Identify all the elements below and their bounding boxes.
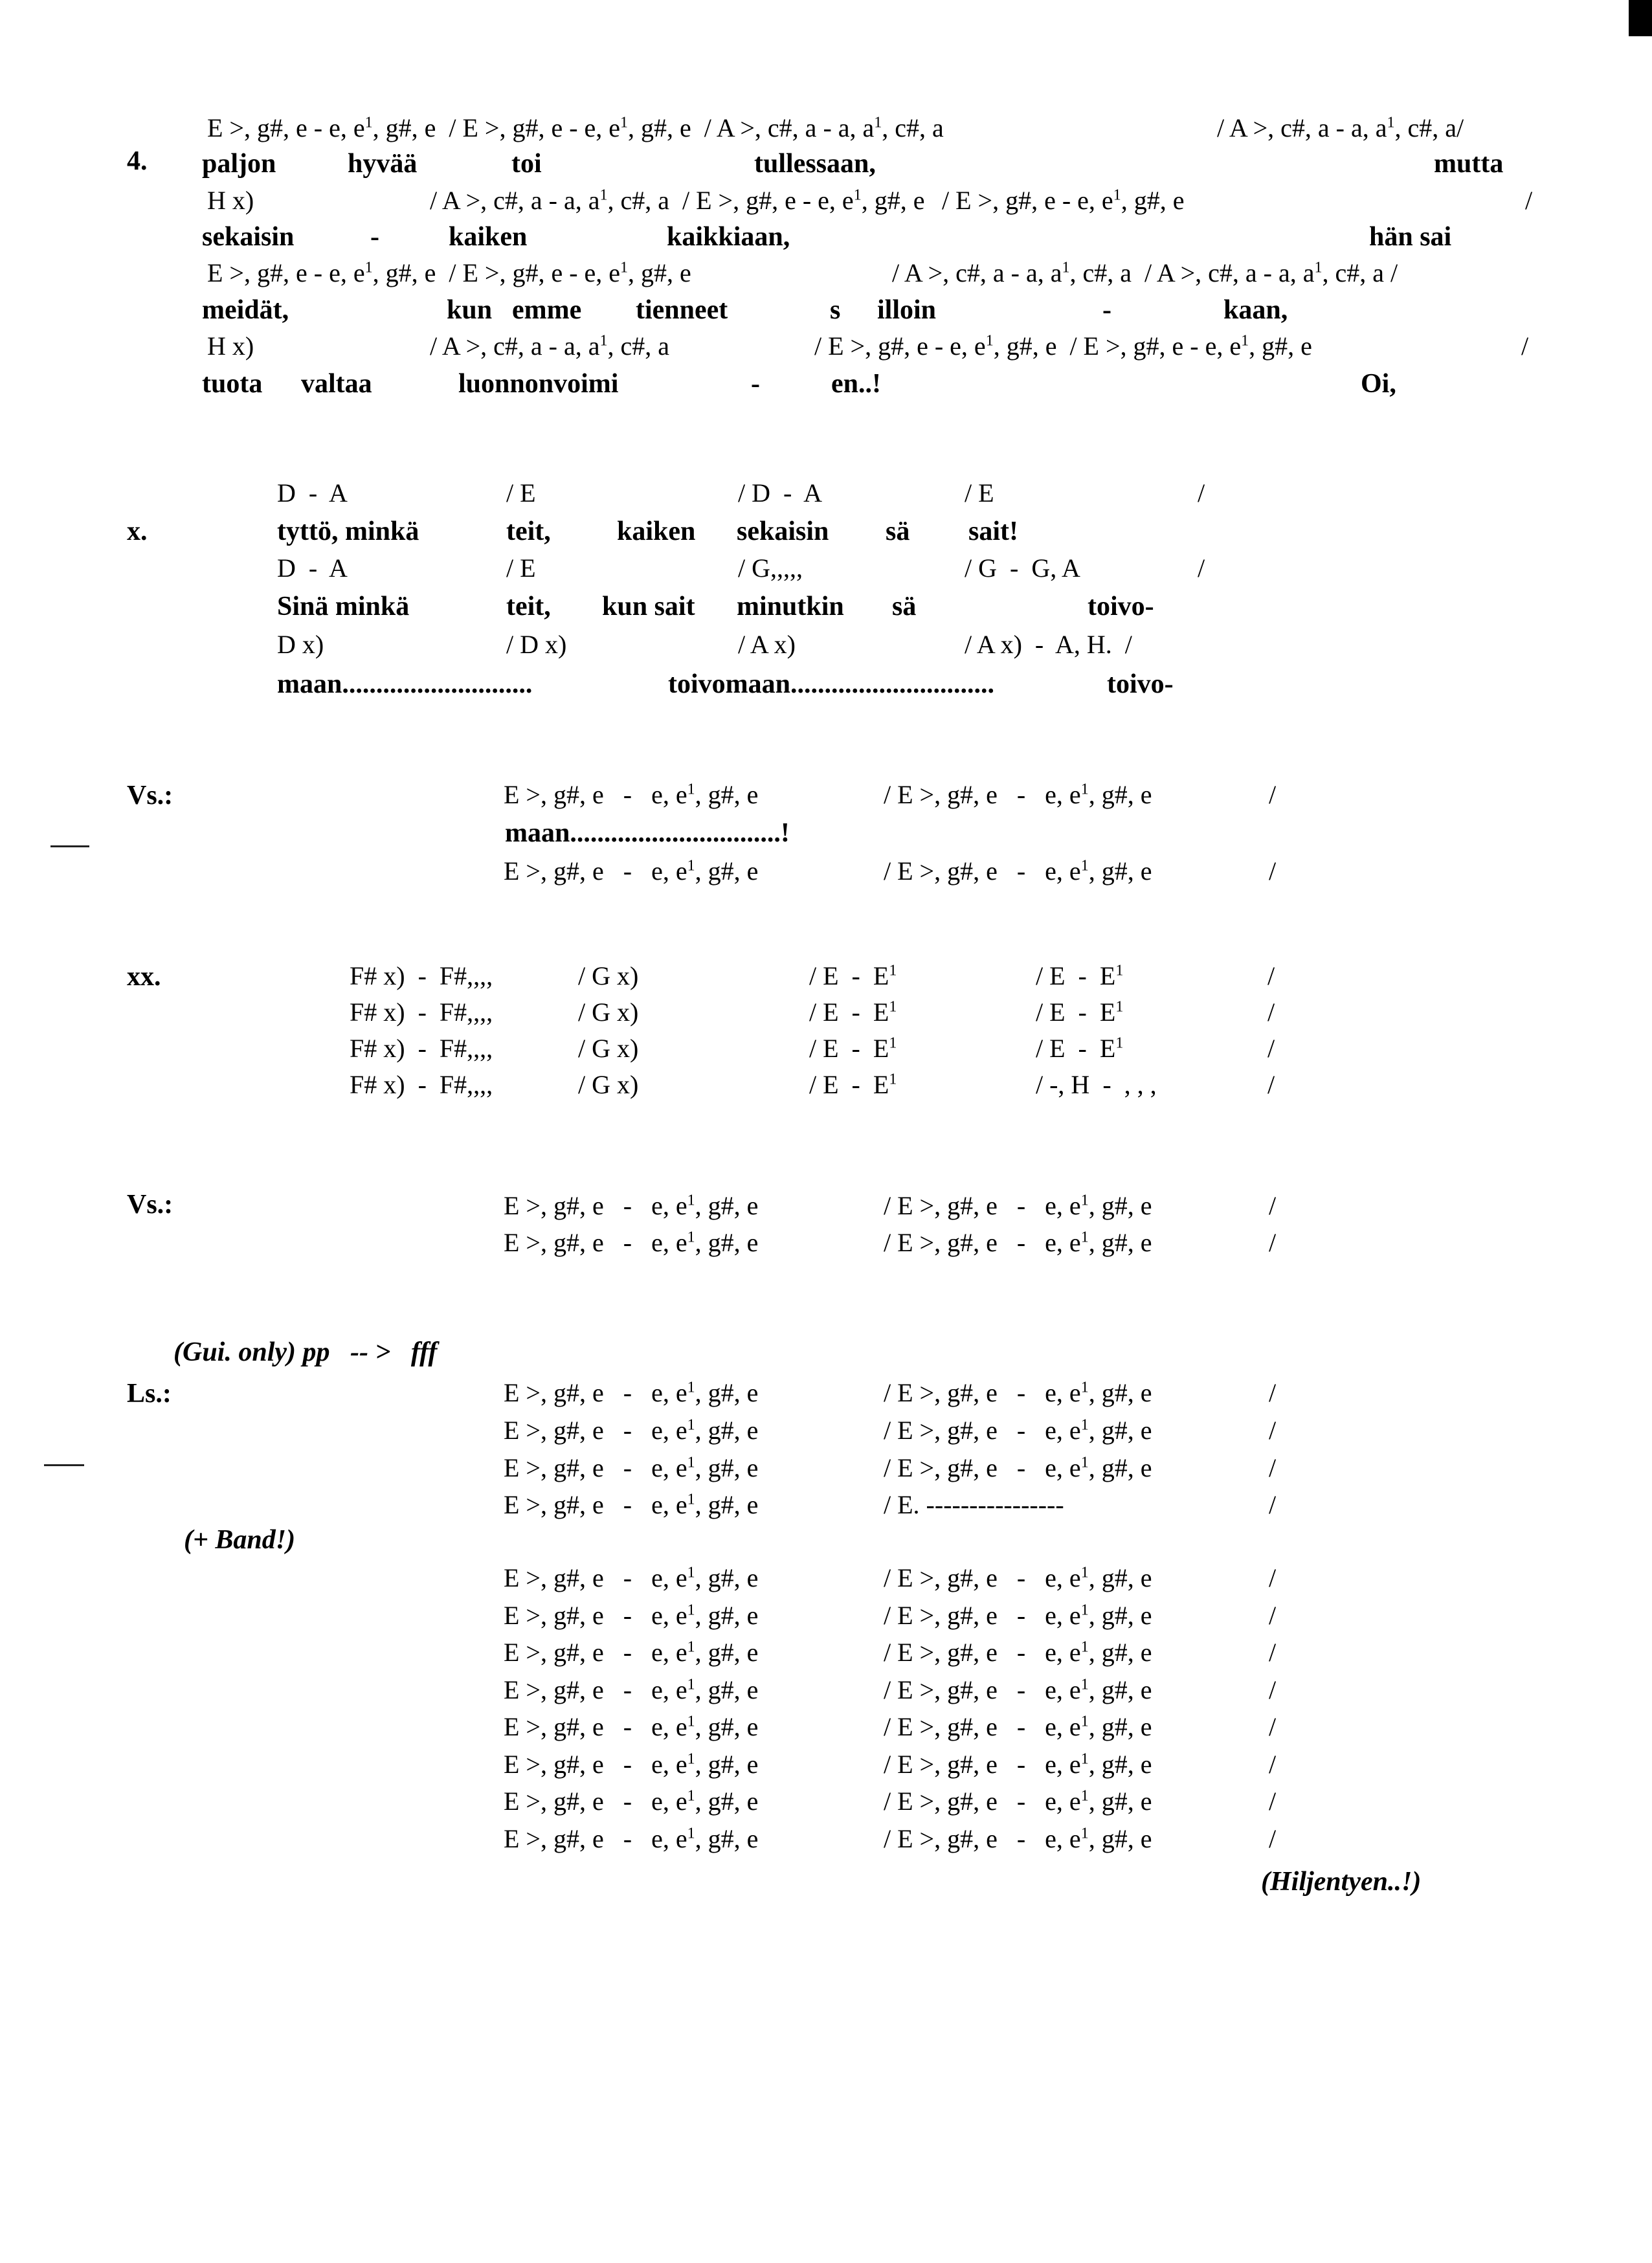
chord-ls-b3-left: E >, g#, e - e, $e^1$, g#, e bbox=[504, 1675, 759, 1704]
chord-chorus-4-1: / D x) bbox=[506, 630, 567, 659]
bar-slash-ls-b4: / bbox=[1269, 1712, 1277, 1741]
chord-verse4-6-1: / A >, c#, a - a, $a^1$, c#, a bbox=[430, 331, 669, 361]
chord-ls-b0-left: E >, g#, e - e, $e^1$, g#, e bbox=[504, 1563, 759, 1592]
chord-vs1-0-right: / E >, g#, e - e, $e^1$, g#, e bbox=[884, 780, 1152, 809]
lyric-chorus-3-3: minutkin bbox=[737, 592, 844, 621]
chord-ls-a0-right: / E >, g#, e - e, $e^1$, g#, e bbox=[884, 1378, 1152, 1407]
bar-slash-ls-b2: / bbox=[1269, 1638, 1277, 1667]
chord-xx-0-4: / bbox=[1267, 961, 1275, 990]
lyric-verse4-5-1: kun bbox=[447, 295, 493, 325]
chord-verse4-0-0: E >, g#, e - e, $e^1$, g#, e / E >, g#, e - e, $e^1$, g#, e / A >, c#, a - a, $a^1$, c#, a bbox=[207, 113, 944, 142]
chord-verse4-4-0: E >, g#, e - e, $e^1$, g#, e / E >, g#, e - e, $e^1$, g#, e bbox=[207, 258, 691, 287]
chord-xx-3-1: / G x) bbox=[578, 1070, 639, 1099]
lyric-chorus-3-1: teit, bbox=[506, 592, 551, 621]
chord-xx-2-2: / E - $E^1$ bbox=[809, 1034, 897, 1063]
bar-slash-ls-b0: / bbox=[1269, 1563, 1277, 1592]
lyric-chorus-1-3: sekaisin bbox=[737, 517, 829, 546]
chord-ls-b4-right: / E >, g#, e - e, $e^1$, g#, e bbox=[884, 1712, 1152, 1741]
chord-ls-a1-left: E >, g#, e - e, $e^1$, g#, e bbox=[504, 1416, 759, 1445]
chord-ls-b1-right: / E >, g#, e - e, $e^1$, g#, e bbox=[884, 1600, 1152, 1630]
chord-ls-a0-left: E >, g#, e - e, $e^1$, g#, e bbox=[504, 1378, 759, 1407]
chord-chorus-0-4: / bbox=[1198, 478, 1205, 507]
bar-slash-vs1-1: / bbox=[1269, 856, 1277, 886]
chord-xx-0-0: F# x) - F#,,,, bbox=[350, 961, 493, 990]
chord-vs1-0-left: E >, g#, e - e, $e^1$, g#, e bbox=[504, 780, 759, 809]
chord-xx-3-3: / -, H - , , , bbox=[1036, 1070, 1157, 1099]
bar-slash-ls-a1: / bbox=[1269, 1416, 1277, 1445]
chord-ls-a3-right: / E. ---------------- bbox=[884, 1490, 1064, 1519]
section-label-vs-1: Vs.: bbox=[127, 781, 173, 810]
lyric-verse4-1-3: tullessaan, bbox=[754, 149, 876, 179]
lyric-chorus-3-4: sä bbox=[892, 592, 917, 621]
chord-verse4-6-0: H x) bbox=[207, 331, 254, 361]
lyric-verse4-3-3: kaikkiaan, bbox=[667, 222, 790, 252]
chord-ls-b7-left: E >, g#, e - e, $e^1$, g#, e bbox=[504, 1823, 759, 1853]
chord-chorus-2-4: / bbox=[1198, 553, 1205, 583]
chord-xx-1-0: F# x) - F#,,,, bbox=[350, 998, 493, 1027]
chord-verse4-2-1: / A >, c#, a - a, $a^1$, c#, a / E >, g#, e - e, $e^1$, g#, e bbox=[430, 186, 925, 215]
chord-xx-1-4: / bbox=[1267, 998, 1275, 1027]
chord-ls-b7-right: / E >, g#, e - e, $e^1$, g#, e bbox=[884, 1823, 1152, 1853]
bar-slash-ls-b3: / bbox=[1269, 1675, 1277, 1704]
chord-xx-0-2: / E - $E^1$ bbox=[809, 961, 897, 990]
performance-note-band: (+ Band!) bbox=[184, 1525, 296, 1555]
chord-verse4-4-1: / A >, c#, a - a, $a^1$, c#, a / A >, c#, a - a, $a^1$, c#, a / bbox=[892, 258, 1398, 287]
chord-ls-b2-left: E >, g#, e - e, $e^1$, g#, e bbox=[504, 1638, 759, 1667]
chord-ls-b0-right: / E >, g#, e - e, $e^1$, g#, e bbox=[884, 1563, 1152, 1592]
lyric-verse4-1-1: hyvää bbox=[348, 149, 418, 179]
bar-slash-ls-b7: / bbox=[1269, 1823, 1277, 1853]
performance-note-hiljentyen: (Hiljentyen..!) bbox=[1261, 1867, 1422, 1897]
chord-ls-a2-left: E >, g#, e - e, $e^1$, g#, e bbox=[504, 1453, 759, 1482]
chord-verse4-2-3: / bbox=[1525, 186, 1533, 215]
chord-xx-0-1: / G x) bbox=[578, 961, 639, 990]
chord-chorus-2-3: / G - G, A bbox=[965, 553, 1080, 583]
chord-ls-b2-right: / E >, g#, e - e, $e^1$, g#, e bbox=[884, 1638, 1152, 1667]
chord-ls-a3-left: E >, g#, e - e, $e^1$, g#, e bbox=[504, 1490, 759, 1519]
lyric-vs1-maan: maan...............................! bbox=[505, 818, 790, 848]
section-label-chorus-x: x. bbox=[127, 517, 148, 546]
section-label-verse-4: 4. bbox=[127, 146, 148, 176]
chord-chorus-0-1: / E bbox=[506, 478, 536, 507]
lyric-verse4-5-6: - bbox=[1102, 295, 1111, 325]
lyric-chorus-5-2: toivo- bbox=[1107, 669, 1174, 699]
chord-ls-b6-right: / E >, g#, e - e, $e^1$, g#, e bbox=[884, 1787, 1152, 1816]
lyric-chorus-3-5: toivo- bbox=[1088, 592, 1154, 621]
chord-vs2-0-right: / E >, g#, e - e, $e^1$, g#, e bbox=[884, 1191, 1152, 1220]
lyric-verse4-3-0: sekaisin bbox=[202, 222, 295, 252]
bar-slash-ls-b6: / bbox=[1269, 1787, 1277, 1816]
lyric-chorus-1-2: kaiken bbox=[617, 517, 696, 546]
bar-slash-vs2-0: / bbox=[1269, 1191, 1277, 1220]
lyric-verse4-7-0: tuota bbox=[202, 369, 263, 399]
chord-chorus-4-3: / A x) - A, H. / bbox=[965, 630, 1132, 659]
lyric-chorus-5-0: maan............................ bbox=[277, 669, 533, 699]
chord-ls-b4-left: E >, g#, e - e, $e^1$, g#, e bbox=[504, 1712, 759, 1741]
lyric-verse4-1-0: paljon bbox=[202, 149, 276, 179]
lyric-chorus-1-0: tyttö, minkä bbox=[277, 517, 419, 546]
lyric-verse4-7-5: Oi, bbox=[1361, 369, 1396, 399]
chord-chorus-4-2: / A x) bbox=[738, 630, 796, 659]
lyric-verse4-7-3: - bbox=[751, 369, 760, 399]
scan-mark-0 bbox=[50, 845, 89, 847]
lyric-verse4-5-4: s bbox=[830, 295, 841, 325]
lyric-chorus-1-4: sä bbox=[886, 517, 910, 546]
chord-vs2-1-right: / E >, g#, e - e, $e^1$, g#, e bbox=[884, 1228, 1152, 1257]
lyric-verse4-3-2: kaiken bbox=[449, 222, 528, 252]
lyric-verse4-7-2: luonnonvoimi bbox=[458, 369, 619, 399]
lyric-verse4-5-2: emme bbox=[512, 295, 582, 325]
chord-chorus-0-3: / E bbox=[965, 478, 994, 507]
bar-slash-ls-b5: / bbox=[1269, 1749, 1277, 1779]
chord-ls-b6-left: E >, g#, e - e, $e^1$, g#, e bbox=[504, 1787, 759, 1816]
chord-ls-b3-right: / E >, g#, e - e, $e^1$, g#, e bbox=[884, 1675, 1152, 1704]
chord-verse4-2-0: H x) bbox=[207, 186, 254, 215]
chord-vs1-1-right: / E >, g#, e - e, $e^1$, g#, e bbox=[884, 856, 1152, 886]
chord-ls-b1-left: E >, g#, e - e, $e^1$, g#, e bbox=[504, 1600, 759, 1630]
lyric-verse4-3-1: - bbox=[370, 222, 379, 252]
section-label-ls: Ls.: bbox=[127, 1379, 172, 1409]
chord-xx-2-4: / bbox=[1267, 1034, 1275, 1063]
lyric-verse4-7-4: en..! bbox=[831, 369, 881, 399]
section-label-vs-2: Vs.: bbox=[127, 1190, 173, 1220]
chord-xx-3-0: F# x) - F#,,,, bbox=[350, 1070, 493, 1099]
lyric-chorus-5-1: toivomaan.............................. bbox=[668, 669, 994, 699]
lyric-chorus-3-0: Sinä minkä bbox=[277, 592, 410, 621]
chord-xx-1-1: / G x) bbox=[578, 998, 639, 1027]
lyric-verse4-5-5: illoin bbox=[877, 295, 937, 325]
chord-vs1-1-left: E >, g#, e - e, $e^1$, g#, e bbox=[504, 856, 759, 886]
chord-verse4-6-2: / E >, g#, e - e, $e^1$, g#, e / E >, g#, e - e, $e^1$, g#, e bbox=[814, 331, 1312, 361]
lyric-verse4-5-0: meidät, bbox=[202, 295, 289, 325]
chord-vs2-1-left: E >, g#, e - e, $e^1$, g#, e bbox=[504, 1228, 759, 1257]
chord-ls-b5-right: / E >, g#, e - e, $e^1$, g#, e bbox=[884, 1749, 1152, 1779]
chord-xx-2-1: / G x) bbox=[578, 1034, 639, 1063]
lyric-verse4-5-3: tienneet bbox=[636, 295, 728, 325]
chord-xx-1-3: / E - $E^1$ bbox=[1036, 998, 1124, 1027]
chord-chorus-2-0: D - A bbox=[277, 553, 348, 583]
chord-xx-2-0: F# x) - F#,,,, bbox=[350, 1034, 493, 1063]
lyric-verse4-5-7: kaan, bbox=[1223, 295, 1288, 325]
chord-chorus-0-2: / D - A bbox=[738, 478, 822, 507]
chord-chorus-0-0: D - A bbox=[277, 478, 348, 507]
performance-note-guitar-only: (Gui. only) pp -- > fff bbox=[173, 1337, 438, 1367]
chord-ls-a2-right: / E >, g#, e - e, $e^1$, g#, e bbox=[884, 1453, 1152, 1482]
bar-slash-ls-b1: / bbox=[1269, 1600, 1277, 1630]
bar-slash-vs2-1: / bbox=[1269, 1228, 1277, 1257]
scan-mark-1 bbox=[44, 1464, 84, 1466]
lyric-verse4-1-4: mutta bbox=[1434, 149, 1504, 179]
chord-xx-1-2: / E - $E^1$ bbox=[809, 998, 897, 1027]
lyric-chorus-1-5: sait! bbox=[968, 517, 1018, 546]
chord-ls-a1-right: / E >, g#, e - e, $e^1$, g#, e bbox=[884, 1416, 1152, 1445]
chord-xx-2-3: / E - $E^1$ bbox=[1036, 1034, 1124, 1063]
chord-vs2-0-left: E >, g#, e - e, $e^1$, g#, e bbox=[504, 1191, 759, 1220]
chord-verse4-0-1: / A >, c#, a - a, $a^1$, c#, a/ bbox=[1217, 113, 1464, 142]
scan-edge-shadow bbox=[1629, 0, 1652, 36]
lyric-chorus-1-1: teit, bbox=[506, 517, 551, 546]
chord-chorus-2-1: / E bbox=[506, 553, 536, 583]
lyric-chorus-3-2: kun sait bbox=[602, 592, 695, 621]
lyric-verse4-1-2: toi bbox=[511, 149, 542, 179]
chord-xx-3-2: / E - $E^1$ bbox=[809, 1070, 897, 1099]
chord-verse4-2-2: / E >, g#, e - e, $e^1$, g#, e bbox=[942, 186, 1185, 215]
bar-slash-ls-a3: / bbox=[1269, 1490, 1277, 1519]
chord-xx-3-4: / bbox=[1267, 1070, 1275, 1099]
bar-slash-vs1-0: / bbox=[1269, 780, 1277, 809]
chord-ls-b5-left: E >, g#, e - e, $e^1$, g#, e bbox=[504, 1749, 759, 1779]
lyric-verse4-3-4: hän sai bbox=[1369, 222, 1452, 252]
section-label-xx: xx. bbox=[127, 962, 161, 992]
bar-slash-ls-a2: / bbox=[1269, 1453, 1277, 1482]
chord-xx-0-3: / E - $E^1$ bbox=[1036, 961, 1124, 990]
chord-chorus-4-0: D x) bbox=[277, 630, 324, 659]
chord-chorus-2-2: / G,,,,, bbox=[738, 553, 803, 583]
chord-verse4-6-3: / bbox=[1521, 331, 1529, 361]
lyric-verse4-7-1: valtaa bbox=[301, 369, 372, 399]
bar-slash-ls-a0: / bbox=[1269, 1378, 1277, 1407]
